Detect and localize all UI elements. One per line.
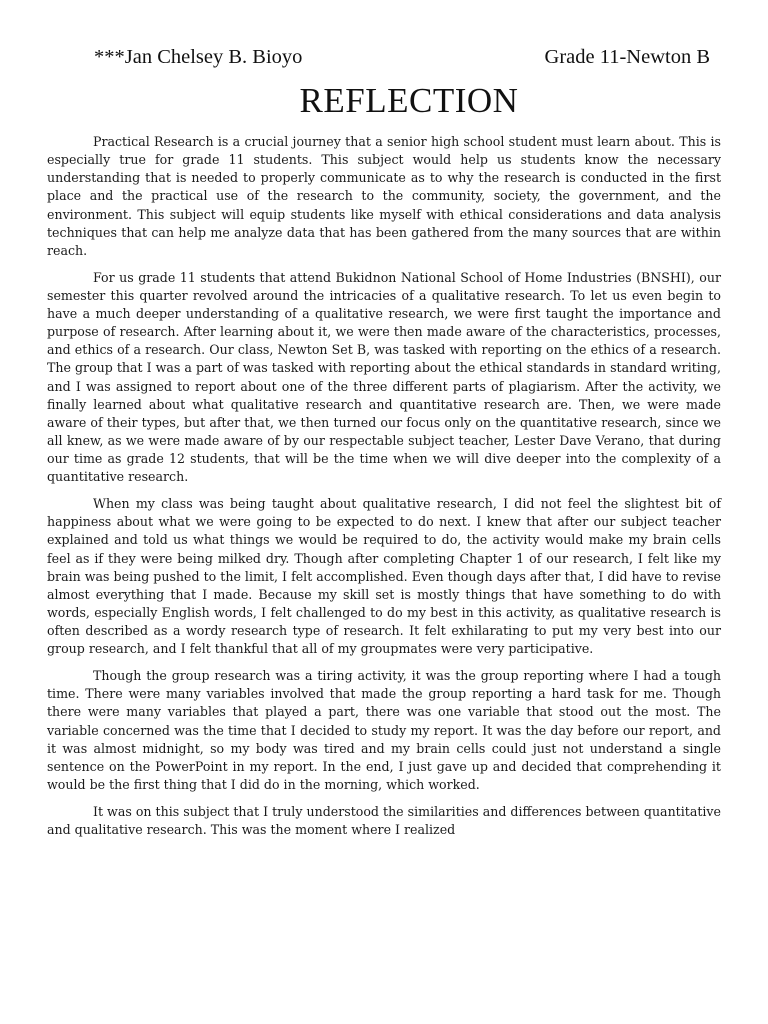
paragraph-2: For us grade 11 students that attend Bukidnon National School of Home Industries (BNSHI), our semester this quarter revolved around the intricacies of a qualitative research. To let us even begin to have a much deeper understanding of a qualitative research, we were first taught the importance and purpose of research. After learning about it, we were then made aware of the characteristics, processes, and ethics of a research. Our class, Newton Set B, was tasked with reporting on the ethics of a research. The group that I was a part of was tasked with reporting about the ethical standards in standard writing, and I was assigned to report about one of the three different parts of plagiarism. After the activity, we finally learned about what qualitative research and quantitative research are. Then, we were made aware of their types, but after that, we then turned our focus only on the quantitative research, since we all knew, as we were made aware of by our respectable subject teacher, Lester Dave Verano, that during our time as grade 12 students, that will be the time when we will dive deeper into the complexity of a quantitative research. [47, 269, 721, 485]
paragraph-1: Practical Research is a crucial journey that a senior high school student must learn about. This is especially true for grade 11 students. This subject would help us students know the necessary understanding that is needed to properly communicate as to why the research is conducted in the first place and the practical use of the research to the community, society, the government, and the environment. This subject will equip students like myself with ethical considerations and data analysis techniques that can help me analyze data that has been gathered from the many sources that are within reach. [47, 134, 721, 258]
grade-section: Grade 11-Newton B [544, 46, 710, 68]
document-body [47, 133, 721, 848]
paragraph-5: It was on this subject that I truly understood the similarities and differences between quantitative and qualitative research. This was the moment where I realized [47, 803, 721, 837]
document-title: REFLECTION [299, 81, 519, 120]
paragraph-3: When my class was being taught about qualitative research, I did not feel the slightest bit of happiness about what we were going to be expected to do next. I knew that after our subject teacher explained and told us what things we would be required to do, the activity would make my brain cells feel as if they were being milked dry. Though after completing Chapter 1 of our research, I felt like my brain was being pushed to the limit, I felt accomplished. Even though days after that, I did have to revise almost everything that I made. Because my skill set is mostly things that have something to do with words, especially English words, I felt challenged to do my best in this activity, as qualitative research is often described as a wordy research type of research. It felt exhilarating to put my very best into our group research, and I felt thankful that all of my groupmates were very participative. [47, 496, 721, 657]
document-header [94, 44, 710, 70]
author-name: ***Jan Chelsey B. Bioyo [94, 46, 303, 68]
paragraph-4: Though the group research was a tiring activity, it was the group reporting where I had a tough time. There were many variables involved that made the group reporting a hard task for me. Though there were many variables that played a part, there was one variable that stood out the most. The variable concerned was the time that I decided to study my report. It was the day before our report, and it was almost midnight, so my body was tired and my brain cells could just not understand a single sentence on the PowerPoint in my report. In the end, I just gave up and decided that comprehending it would be the first thing that I did do in the morning, which worked. [47, 668, 721, 793]
